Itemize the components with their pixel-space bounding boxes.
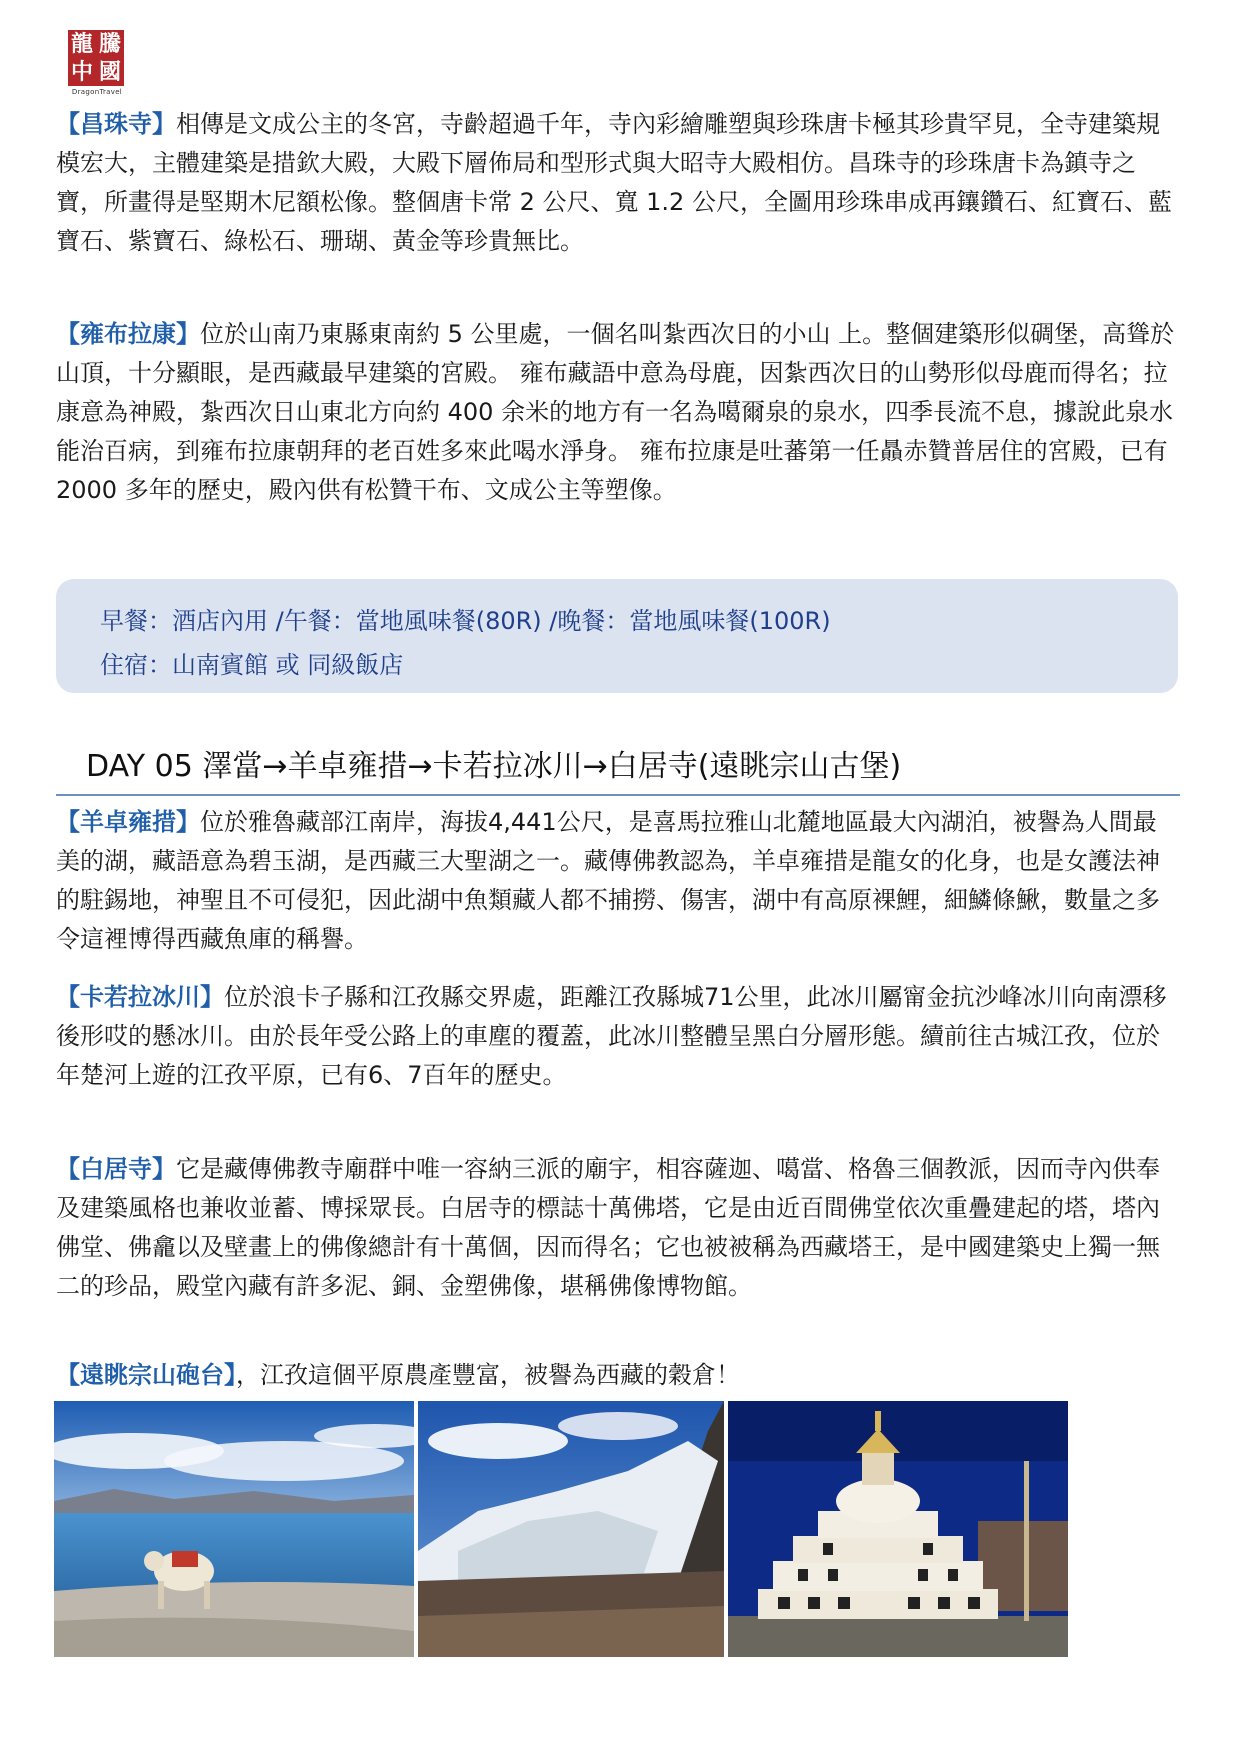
section-text: 它是藏傳佛教寺廟群中唯一容納三派的廟宇，相容薩迦、噶當、格魯三個教派，因而寺內供奉及建築風格也兼收並蓄、博採眾長。白居寺的標誌十萬佛塔，它是由近百間佛堂依次重疊建起的塔，塔內佛堂、佛龕以及壁畫上的佛像總計有十萬個，因而得名；它也被被稱為西藏塔王，是中國建築史上獨一無二的珍品，殿堂內藏有許多泥、銅、金塑佛像，堪稱佛像博物館。 bbox=[56, 1155, 1160, 1300]
section-tag: 【卡若拉冰川】 bbox=[56, 983, 224, 1011]
glacier-photo bbox=[418, 1401, 724, 1657]
section-yumbulagang bbox=[56, 315, 1176, 510]
glacier-image bbox=[418, 1401, 724, 1657]
meal-line: 早餐：酒店內用 /午餐：當地風味餐(80R) /晚餐：當地風味餐(100R) bbox=[100, 607, 831, 635]
section-text: 位於山南乃東縣東南約 5 公里處，一個名叫紮西次日的小山 上。整個建築形似碉堡，高聳於山頂，十分顯眼，是西藏最早建築的宮殿。 雍布藏語中意為母鹿，因紮西次日的山勢形似母鹿而得名；拉康意為神殿，紮西次日山東北方向約 400 余米的地方有一名為噶爾泉的泉水，四季長流不息，據說此泉水能治百病，到雍布拉康朝拜的老百姓多來此喝水淨身。 雍布拉康是吐蕃第一任贔赤贊普居住的宮殿，已有 2000 多年的歷史，殿內供有松贊干布、文成公主等塑像。 bbox=[56, 320, 1175, 504]
section-tag: 【羊卓雍措】 bbox=[56, 808, 200, 836]
section-tag: 【白居寺】 bbox=[56, 1155, 176, 1183]
logo-char: 騰 bbox=[98, 31, 121, 57]
section-yamdrok-lake bbox=[56, 803, 1176, 959]
section-tag: 【雍布拉康】 bbox=[56, 320, 200, 348]
day-title: DAY 05 澤當→羊卓雍措→卡若拉冰川→白居寺(遠眺宗山古堡) bbox=[86, 749, 902, 784]
section-dzong-fort bbox=[56, 1356, 1176, 1395]
section-text: 位於雅魯藏部江南岸，海拔4,441公尺，是喜馬拉雅山北麓地區最大內湖泊，被譽為人間最美的湖，藏語意為碧玉湖，是西藏三大聖湖之一。藏傳佛教認為，羊卓雍措是龍女的化身，也是女護法神的駐錫地，神聖且不可侵犯，因此湖中魚類藏人都不捕撈、傷害，湖中有高原裸鯉，細鱗條鰍，數量之多令這裡博得西藏魚庫的稱譽。 bbox=[56, 808, 1160, 953]
logo-char: 中 bbox=[70, 59, 93, 85]
section-text: 相傳是文成公主的冬宮，寺齡超過千年，寺內彩繪雕塑與珍珠唐卡極其珍貴罕見，全寺建築規模宏大，主體建築是措欽大殿，大殿下層佈局和型形式與大昭寺大殿相仿。昌珠寺的珍珠唐卡為鎮寺之寶，所畫得是堅期木尼額松像。整個唐卡常 2 公尺、寬 1.2 公尺，全圖用珍珠串成再鑲鑽石、紅寶石、藍寶石、紫寶石、綠松石、珊瑚、黃金等珍貴無比。 bbox=[56, 110, 1172, 255]
section-text: 位於浪卡子縣和江孜縣交界處，距離江孜縣城71公里，此冰川屬甯金抗沙峰冰川向南漂移後形哎的懸冰川。由於長年受公路上的車塵的覆蓋，此冰川整體呈黑白分層形態。續前往古城江孜，位於年楚河上遊的江孜平原，已有6、7百年的歷史。 bbox=[56, 983, 1167, 1089]
meal-lodging-box bbox=[56, 579, 1178, 693]
logo-char: 國 bbox=[98, 59, 121, 85]
logo-subtitle: DragonTravel bbox=[71, 88, 123, 96]
section-changzhu-temple bbox=[56, 105, 1176, 261]
section-text: ，江孜這個平原農產豐富，被譽為西藏的穀倉！ bbox=[236, 1361, 740, 1389]
yak-lake-image bbox=[54, 1401, 414, 1657]
stupa-image bbox=[728, 1401, 1068, 1657]
section-tag: 【遠眺宗山砲台】 bbox=[56, 1361, 236, 1389]
section-tag: 【昌珠寺】 bbox=[56, 110, 176, 138]
dragon-travel-logo bbox=[68, 30, 126, 96]
day-divider bbox=[56, 794, 1180, 796]
stupa-photo bbox=[728, 1401, 1068, 1657]
yak-lake-photo bbox=[54, 1401, 414, 1657]
logo-char: 龍 bbox=[70, 31, 93, 57]
lodging-line: 住宿：山南賓館 或 同級飯店 bbox=[100, 651, 404, 679]
section-palcho-monastery bbox=[56, 1150, 1176, 1306]
logo-mark bbox=[68, 30, 124, 86]
section-karola-glacier bbox=[56, 978, 1176, 1095]
